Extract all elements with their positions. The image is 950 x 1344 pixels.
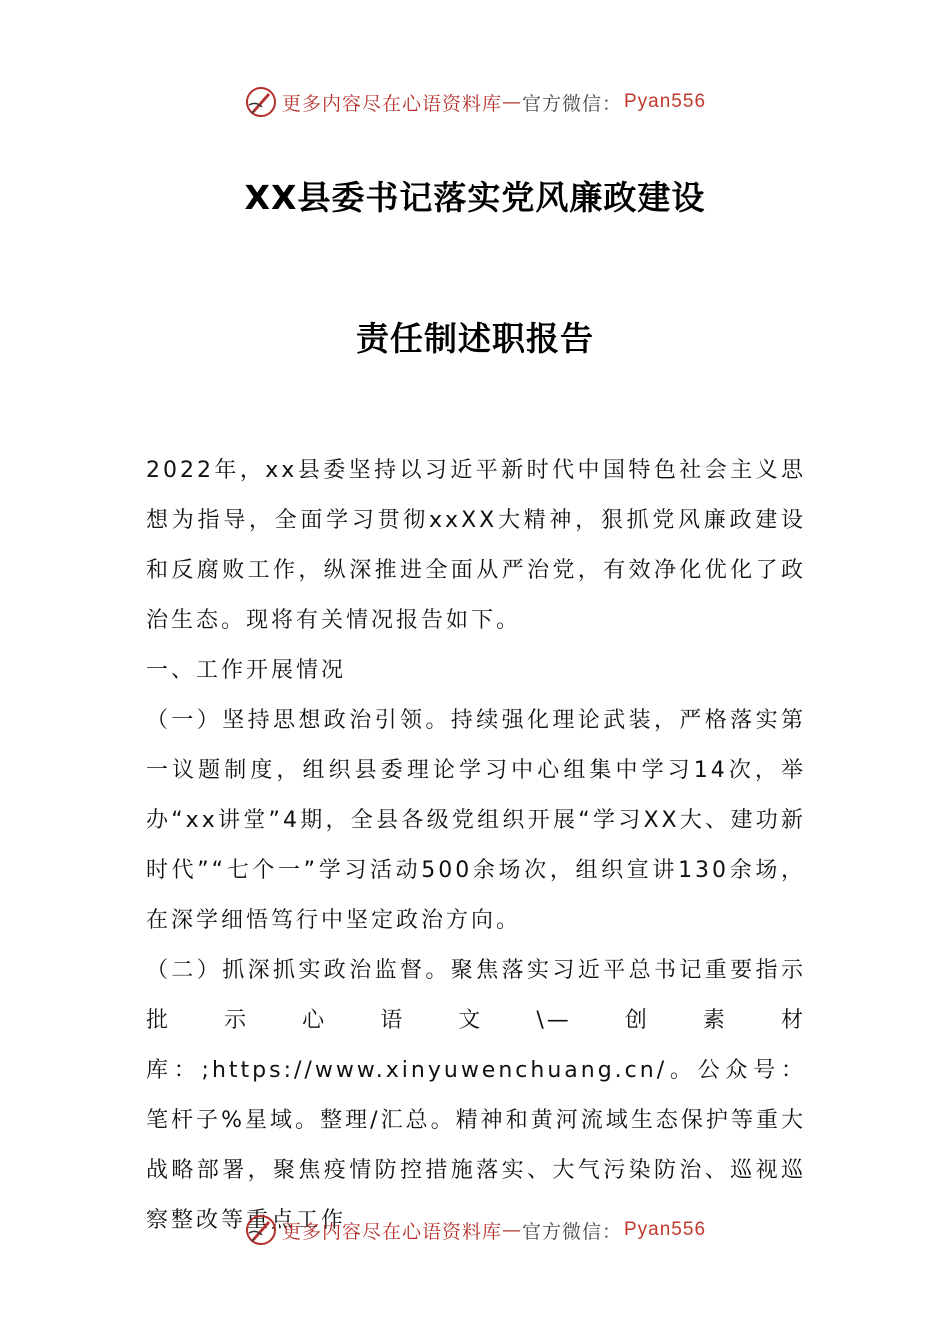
document-body: [146, 446, 806, 1246]
document-title-line-1: XX县委书记落实党风廉政建设: [244, 178, 706, 217]
banner-account: Pyan556: [624, 91, 707, 112]
banner-dash: —: [501, 91, 522, 113]
paragraph-intro: 2022年，xx县委坚持以习近平新时代中国特色社会主义思想为指导，全面学习贯彻xxXX大精神，狠抓党风廉政建设和反腐败工作，纵深推进全面从严治党，有效净化优化了政治生态。现将有关情况报告如下。: [146, 458, 806, 633]
banner-text: 更多内容尽在心语资料库: [281, 92, 502, 115]
document-title-line-2: 责任制述职报告: [356, 319, 594, 358]
paragraph-item-2: （二）抓深抓实政治监督。聚焦落实习近平总书记重要指示批示心语文\—创素材库：;https://www.xinyuwenchuang.cn/。公众号：笔杆子%星域。整理/汇总。精神和黄河流域生态保护等重大战略部署，聚焦疫情防控措施落实、大气污染防治、巡视巡察整改等重点工作: [146, 958, 806, 1233]
banner-account: Pyan556: [624, 1219, 707, 1240]
quill-pen-icon: [244, 85, 278, 119]
quill-pen-icon: [244, 1213, 278, 1247]
paragraph-item-1: （一）坚持思想政治引领。持续强化理论武装，严格落实第一议题制度，组织县委理论学习中心组集中学习14次，举办“xx讲堂”4期，全县各级党组织开展“学习XX大、建功新时代”“七个一”学习活动500余场次，组织宣讲130余场，在深学细悟笃行中坚定政治方向。: [146, 708, 806, 933]
footer-watermark-banner: [0, 1212, 950, 1248]
section-heading: 一、工作开展情况: [146, 658, 347, 683]
banner-text: 更多内容尽在心语资料库: [281, 1220, 502, 1243]
banner-dash: —: [501, 1219, 522, 1241]
header-watermark-banner: [0, 84, 950, 120]
banner-wechat-label: 官方微信：: [521, 1220, 622, 1243]
banner-wechat-label: 官方微信：: [521, 92, 622, 115]
